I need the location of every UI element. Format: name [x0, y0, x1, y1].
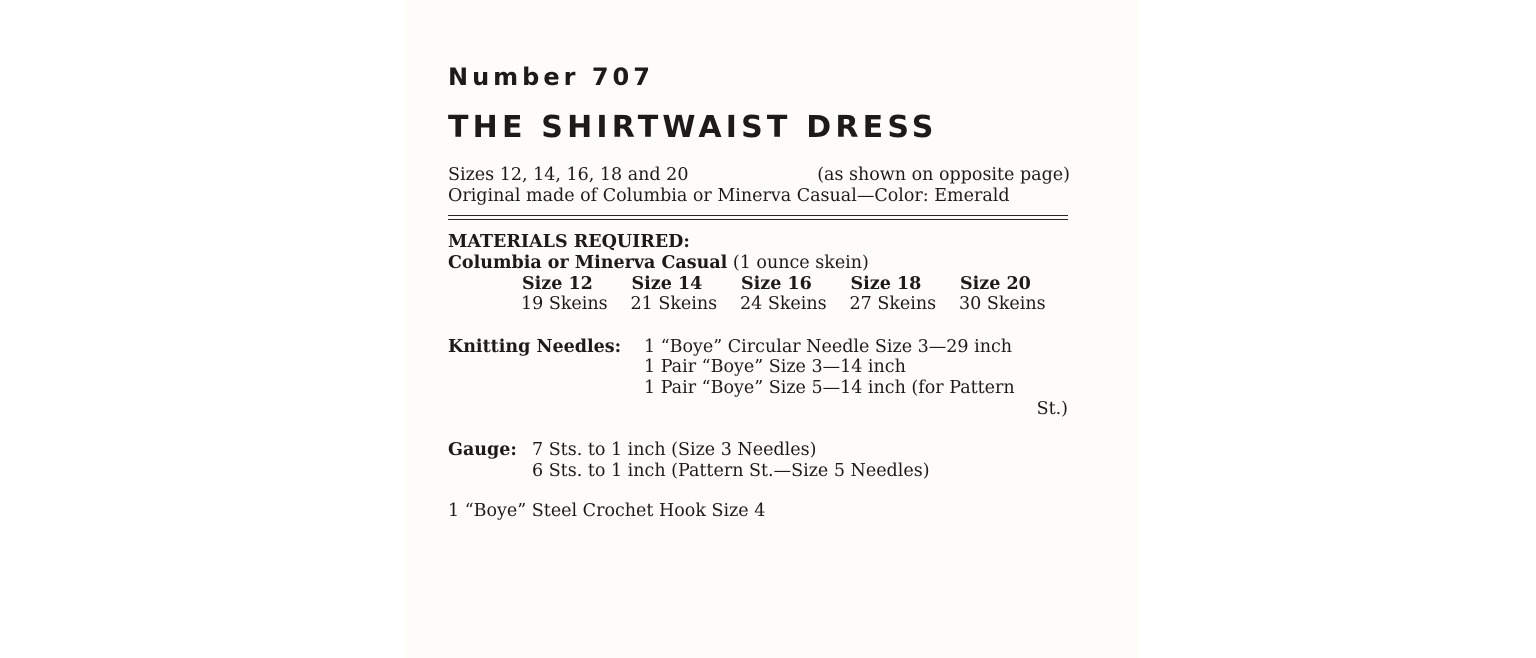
pattern-number: Number 707 — [448, 63, 654, 91]
gauge-item: 6 Sts. to 1 inch (Pattern St.—Size 5 Needles) — [532, 461, 930, 481]
shown-note: (as shown on opposite page) — [817, 165, 1070, 185]
size-label: Size 14 — [631, 274, 703, 294]
needles-label: Knitting Needles: — [448, 337, 622, 357]
needle-item: 1 Pair “Boye” Size 5—14 inch (for Pattern — [644, 378, 1015, 398]
sizes-text: Sizes 12, 14, 16, 18 and 20 — [448, 165, 689, 185]
divider-bottom — [448, 219, 1068, 220]
skein-count: 27 Skeins — [849, 294, 937, 314]
needles-line-1 — [448, 337, 1070, 358]
yarn-note: (1 ounce skein) — [732, 253, 869, 273]
size-table — [521, 274, 1069, 314]
gauge-label: Gauge: — [448, 440, 517, 460]
needle-item: 1 “Boye” Circular Needle Size 3—29 inch — [644, 337, 1013, 357]
gauge-item: 7 Sts. to 1 inch (Size 3 Needles) — [532, 440, 817, 460]
size-label: Size 18 — [850, 274, 922, 294]
original-line: Original made of Columbia or Minerva Casual—Color: Emerald — [448, 186, 1010, 206]
page-paper — [405, 0, 1137, 658]
materials-heading — [448, 232, 1070, 253]
needle-item-cont: St.) — [1036, 399, 1068, 419]
yarn-line — [448, 253, 1070, 274]
size-column — [959, 274, 1069, 314]
skein-count: 19 Skeins — [521, 294, 608, 314]
crochet-hook-line: 1 “Boye” Steel Crochet Hook Size 4 — [448, 501, 766, 521]
skein-count: 24 Skeins — [740, 294, 827, 314]
divider-top — [448, 215, 1068, 216]
skein-count: 30 Skeins — [959, 294, 1046, 314]
size-column — [631, 274, 741, 314]
needle-item: 1 Pair “Boye” Size 3—14 inch — [644, 357, 906, 377]
yarn-name: Columbia or Minerva Casual — [448, 253, 728, 273]
skein-count: 21 Skeins — [630, 294, 718, 314]
size-column — [850, 274, 960, 314]
pattern-title: THE SHIRTWAIST DRESS — [448, 110, 938, 145]
size-label: Size 16 — [741, 274, 812, 294]
sizes-line — [448, 165, 1070, 186]
materials-heading-text: MATERIALS REQUIRED: — [448, 232, 690, 252]
size-column — [521, 274, 631, 314]
size-column — [740, 274, 850, 314]
gauge-line-1 — [448, 440, 1070, 461]
size-label: Size 20 — [960, 274, 1031, 294]
size-label: Size 12 — [522, 274, 593, 294]
